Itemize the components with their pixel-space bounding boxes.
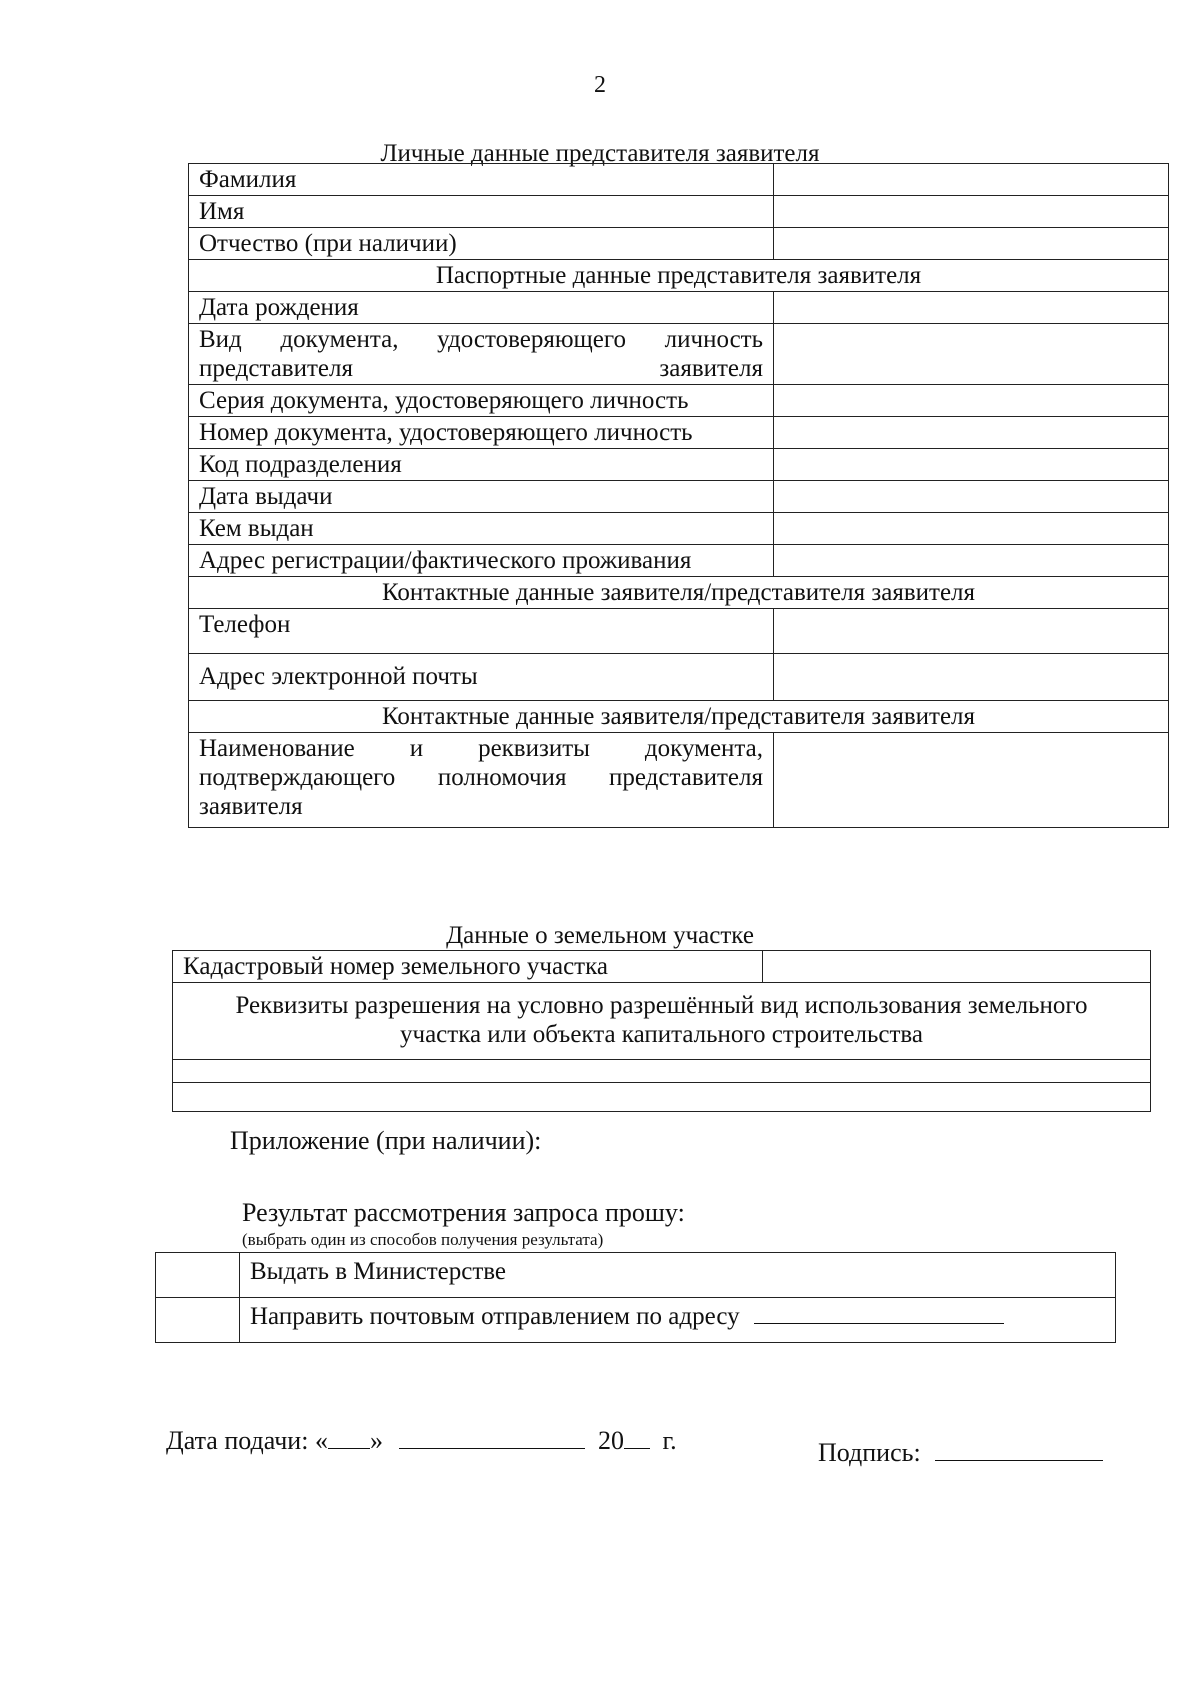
patronymic-label: Отчество (при наличии)	[189, 228, 774, 260]
table-row	[189, 577, 1169, 609]
signature	[818, 1436, 1103, 1468]
table-row	[189, 324, 1169, 385]
surname-field[interactable]	[774, 164, 1169, 196]
result-options-table	[155, 1252, 1116, 1343]
cadastral-number-label: Кадастровый номер земельного участка	[173, 951, 763, 983]
division-code-field[interactable]	[774, 449, 1169, 481]
table-row	[173, 951, 1151, 983]
contact-section-caption: Контактные данные заявителя/представителя заявителя	[189, 577, 1169, 609]
signature-field[interactable]	[935, 1436, 1103, 1461]
table-row	[189, 228, 1169, 260]
table-row	[189, 654, 1169, 701]
table-row	[189, 481, 1169, 513]
table-row	[189, 545, 1169, 577]
table-row	[156, 1253, 1116, 1298]
option-mail-cell	[240, 1298, 1116, 1343]
document-series-field[interactable]	[774, 385, 1169, 417]
option-checkbox-ministry[interactable]	[156, 1253, 240, 1298]
table-row	[173, 1060, 1151, 1083]
table-row	[189, 701, 1169, 733]
first-name-field[interactable]	[774, 196, 1169, 228]
document-number-field[interactable]	[774, 417, 1169, 449]
land-section-caption: Данные о земельном участке	[446, 922, 754, 949]
permit-details-field-2[interactable]	[173, 1083, 1151, 1112]
table-row	[189, 385, 1169, 417]
year-prefix: 20	[597, 1426, 624, 1455]
table-row	[189, 733, 1169, 828]
table-row	[156, 1298, 1116, 1343]
table-row	[189, 196, 1169, 228]
land-plot-table	[172, 950, 1151, 1112]
address-label: Адрес регистрации/фактического проживания	[189, 545, 774, 577]
representative-data-table	[188, 163, 1169, 828]
authority-document-field[interactable]	[774, 733, 1169, 828]
cadastral-number-field[interactable]	[763, 951, 1151, 983]
issued-by-field[interactable]	[774, 513, 1169, 545]
option-checkbox-mail[interactable]	[156, 1298, 240, 1343]
issue-date-field[interactable]	[774, 481, 1169, 513]
table-row	[189, 513, 1169, 545]
phone-label: Телефон	[189, 609, 774, 654]
result-note: (выбрать один из способов получения результата)	[242, 1230, 604, 1249]
table-row	[189, 417, 1169, 449]
close-quote: »	[369, 1426, 383, 1455]
page-number: 2	[594, 72, 606, 98]
authority-document-label: Наименование и реквизиты документа, подтверждающего полномочия представителя заявителя	[189, 733, 774, 828]
attachment-label: Приложение (при наличии):	[230, 1126, 542, 1155]
email-label: Адрес электронной почты	[189, 654, 774, 701]
result-title: Результат рассмотрения запроса прошу:	[242, 1198, 685, 1227]
open-quote: «	[314, 1426, 328, 1455]
table-row	[189, 449, 1169, 481]
table-row	[189, 609, 1169, 654]
address-field[interactable]	[774, 545, 1169, 577]
table-row	[173, 983, 1151, 1060]
table-row	[189, 164, 1169, 196]
signature-label: Подпись:	[818, 1438, 921, 1467]
surname-label: Фамилия	[189, 164, 774, 196]
personal-section-caption: Личные данные представителя заявителя	[380, 140, 820, 167]
submission-date	[166, 1424, 677, 1456]
id-document-type-label: Вид документа, удостоверяющего личность представителя заявителя	[189, 324, 774, 385]
mail-address-field[interactable]	[754, 1299, 1004, 1324]
table-row	[173, 1083, 1151, 1112]
option-mail-label: Направить почтовым отправлением по адресу	[250, 1303, 740, 1330]
year-suffix: г.	[662, 1426, 677, 1455]
division-code-label: Код подразделения	[189, 449, 774, 481]
id-document-type-field[interactable]	[774, 324, 1169, 385]
option-ministry-label: Выдать в Министерстве	[240, 1253, 1116, 1298]
phone-field[interactable]	[774, 609, 1169, 654]
first-name-label: Имя	[189, 196, 774, 228]
year-field[interactable]	[624, 1424, 650, 1449]
document-series-label: Серия документа, удостоверяющего личность	[189, 385, 774, 417]
authority-section-caption: Контактные данные заявителя/представителя заявителя	[189, 701, 1169, 733]
table-row	[189, 292, 1169, 324]
birth-date-field[interactable]	[774, 292, 1169, 324]
day-field[interactable]	[328, 1424, 370, 1449]
month-field[interactable]	[399, 1424, 585, 1449]
permit-details-header: Реквизиты разрешения на условно разрешённый вид использования земельного участка или объекта капитального строительства	[173, 983, 1151, 1060]
issue-date-label: Дата выдачи	[189, 481, 774, 513]
passport-section-caption: Паспортные данные представителя заявителя	[189, 260, 1169, 292]
patronymic-field[interactable]	[774, 228, 1169, 260]
submission-date-label: Дата подачи:	[166, 1426, 309, 1455]
email-field[interactable]	[774, 654, 1169, 701]
birth-date-label: Дата рождения	[189, 292, 774, 324]
document-number-label: Номер документа, удостоверяющего личность	[189, 417, 774, 449]
permit-details-field[interactable]	[173, 1060, 1151, 1083]
issued-by-label: Кем выдан	[189, 513, 774, 545]
table-row	[189, 260, 1169, 292]
